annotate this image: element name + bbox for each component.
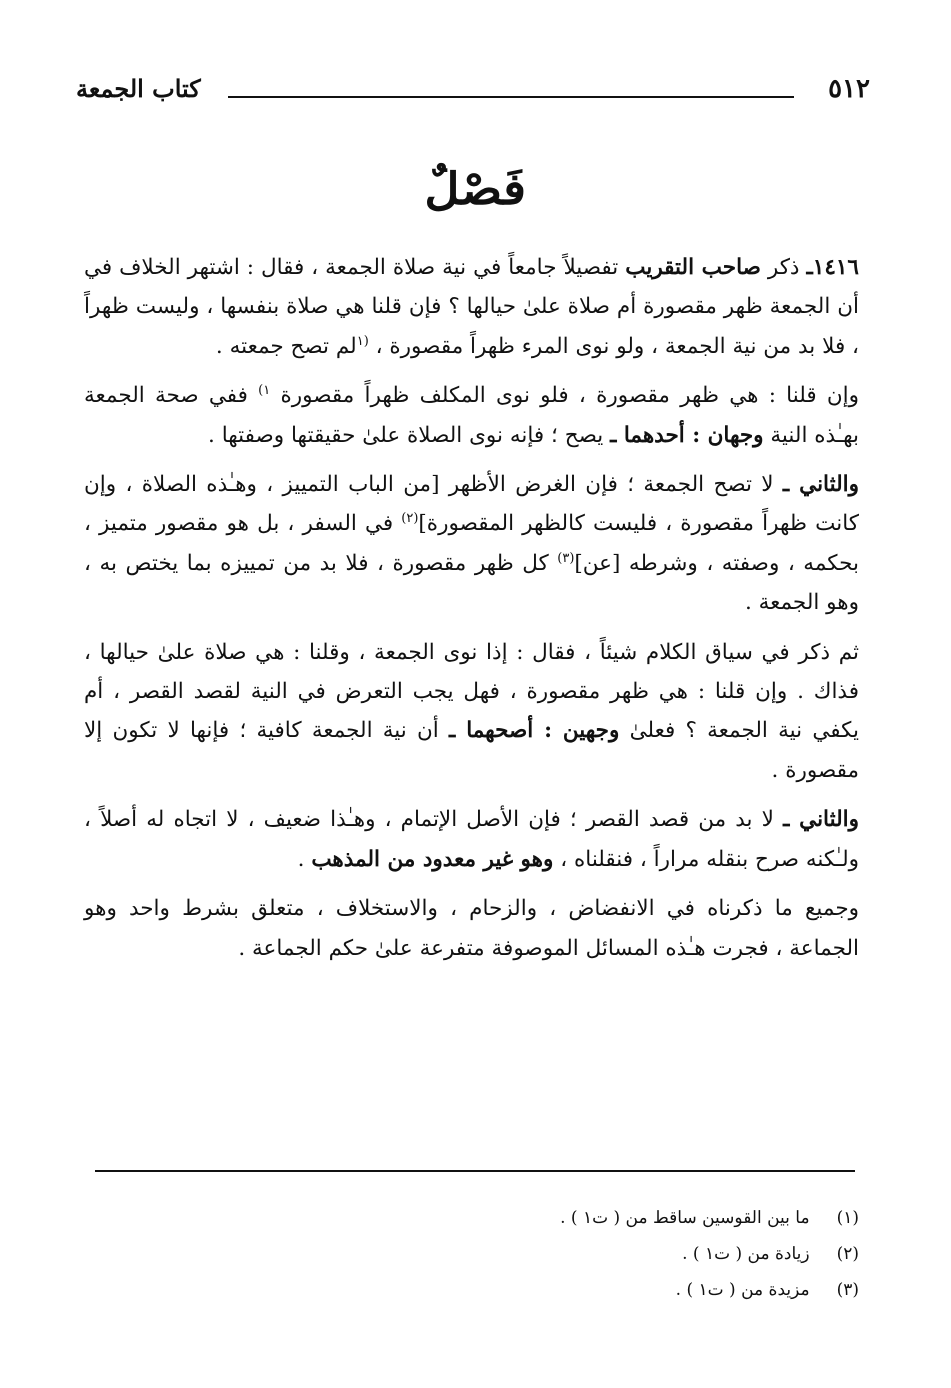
bold-text: وجهان : أحدهما ـ [610,422,764,448]
footnote-text: مزيدة من ( ت١ ) . [675,1280,810,1300]
bold-text: صاحب التقريب [625,255,761,280]
footnotes [84,1200,859,1308]
text: في السفر ، بل هو مقصور متميز ، بحكمه ، وصفته ، وشرطه [عن] [84,511,859,576]
text: ثم ذكر في سياق الكلام شيئاً ، فقال : إذا نوى الجمعة ، وقلنا : هي صلاة علىٰ حيالها ، فذاك . وإن قلنا : هي ظهر مقصورة ، فهل يجب التعرض في النية لقصد القصر ، أم يكفي نية الجمعة ؟ فعلىٰ [84,639,859,744]
bold-text: والثاني ـ [783,807,860,833]
text: وجميع ما ذكرناه في الانفضاض ، والزحام ، والاستخلاف ، متعلق بشرط واحد وهو الجماعة ، فجرت هـٰذه المسائل الموصوفة متفرعة علىٰ حكم الجماعة . [84,896,859,961]
bold-text: وجهين : أصحهما ـ [449,718,620,744]
footnote-text: ما بين القوسين ساقط من ( ت١ ) . [560,1208,810,1228]
bold-text: وهو غير معدود من المذهب [311,846,554,872]
text: وإن قلنا : هي ظهر مقصورة ، فلو نوى المكلف ظهراً مقصورة [280,383,859,409]
paragraph [84,633,859,791]
section-heading [0,160,951,220]
text: كل ظهر مقصورة ، فلا بد من تمييزه بما يختص به ، وهو الجمعة . [84,550,859,616]
paragraph [84,889,859,968]
footnote-number: (٣) [836,1280,859,1300]
running-title: كتاب الجمعة [76,74,201,103]
footnote [84,1200,859,1236]
text: ذكر [767,255,800,280]
text: يصح ؛ فإنه نوى الصلاة علىٰ حقيقتها وصفتها . [208,422,604,448]
footnote-number: (١) [836,1208,859,1228]
footnote-separator [95,1170,855,1172]
paragraph [84,376,859,455]
paragraph [84,800,859,879]
bold-text: والثاني ـ [782,472,859,498]
footnote-ref: (١ [356,333,369,349]
header-rule [228,96,794,98]
text: . [297,846,305,872]
footnote-text: زيادة من ( ت١ ) . [682,1244,810,1264]
paragraph [84,465,859,623]
page-header [76,70,870,110]
text: لم تصح جمعته . [215,333,357,359]
footnote-number: (٢) [836,1244,859,1264]
text: ففي صحة الجمعة بهـٰذه النية [84,383,859,448]
footnote-ref: (٣) [557,550,575,566]
footnote [84,1236,859,1272]
main-text [84,248,859,978]
text: أن نية الجمعة كافية ؛ فإنها لا تكون إلا مقصورة . [84,718,859,783]
issue-number: ١٤١٦ـ [806,255,859,280]
text: لا تصح الجمعة ؛ فإن الغرض الأظهر [من الباب التمييز ، وهـٰذه الصلاة ، وإن كانت ظهراً مقصورة ، فليست كالظهر المقصورة] [84,472,859,537]
text: لا بد من قصد القصر ؛ فإن الأصل الإتمام ، وهـٰذا ضعيف ، لا اتجاه له أصلاً ، ولـٰكنه صرح بنقله مراراً ، فنقلناه ، [84,807,859,872]
paragraph-1416 [84,248,859,366]
fasl-calligraphy: فَصْلٌ [424,164,527,215]
footnote [84,1272,859,1308]
text: تفصيلاً جامعاً في نية صلاة الجمعة ، فقال : اشتهر الخلاف في أن الجمعة ظهر مقصورة أم صلاة علىٰ حيالها ؟ فإن قلنا هي صلاة بنفسها ، وليست ظهراً ، فلا بد من نية الجمعة ، ولو نوى المرء ظهراً مقصورة ، [84,255,859,359]
footnote-ref: ١) [258,383,271,399]
page-number: ٥١٢ [828,74,870,104]
footnote-ref: (٢) [401,511,419,527]
